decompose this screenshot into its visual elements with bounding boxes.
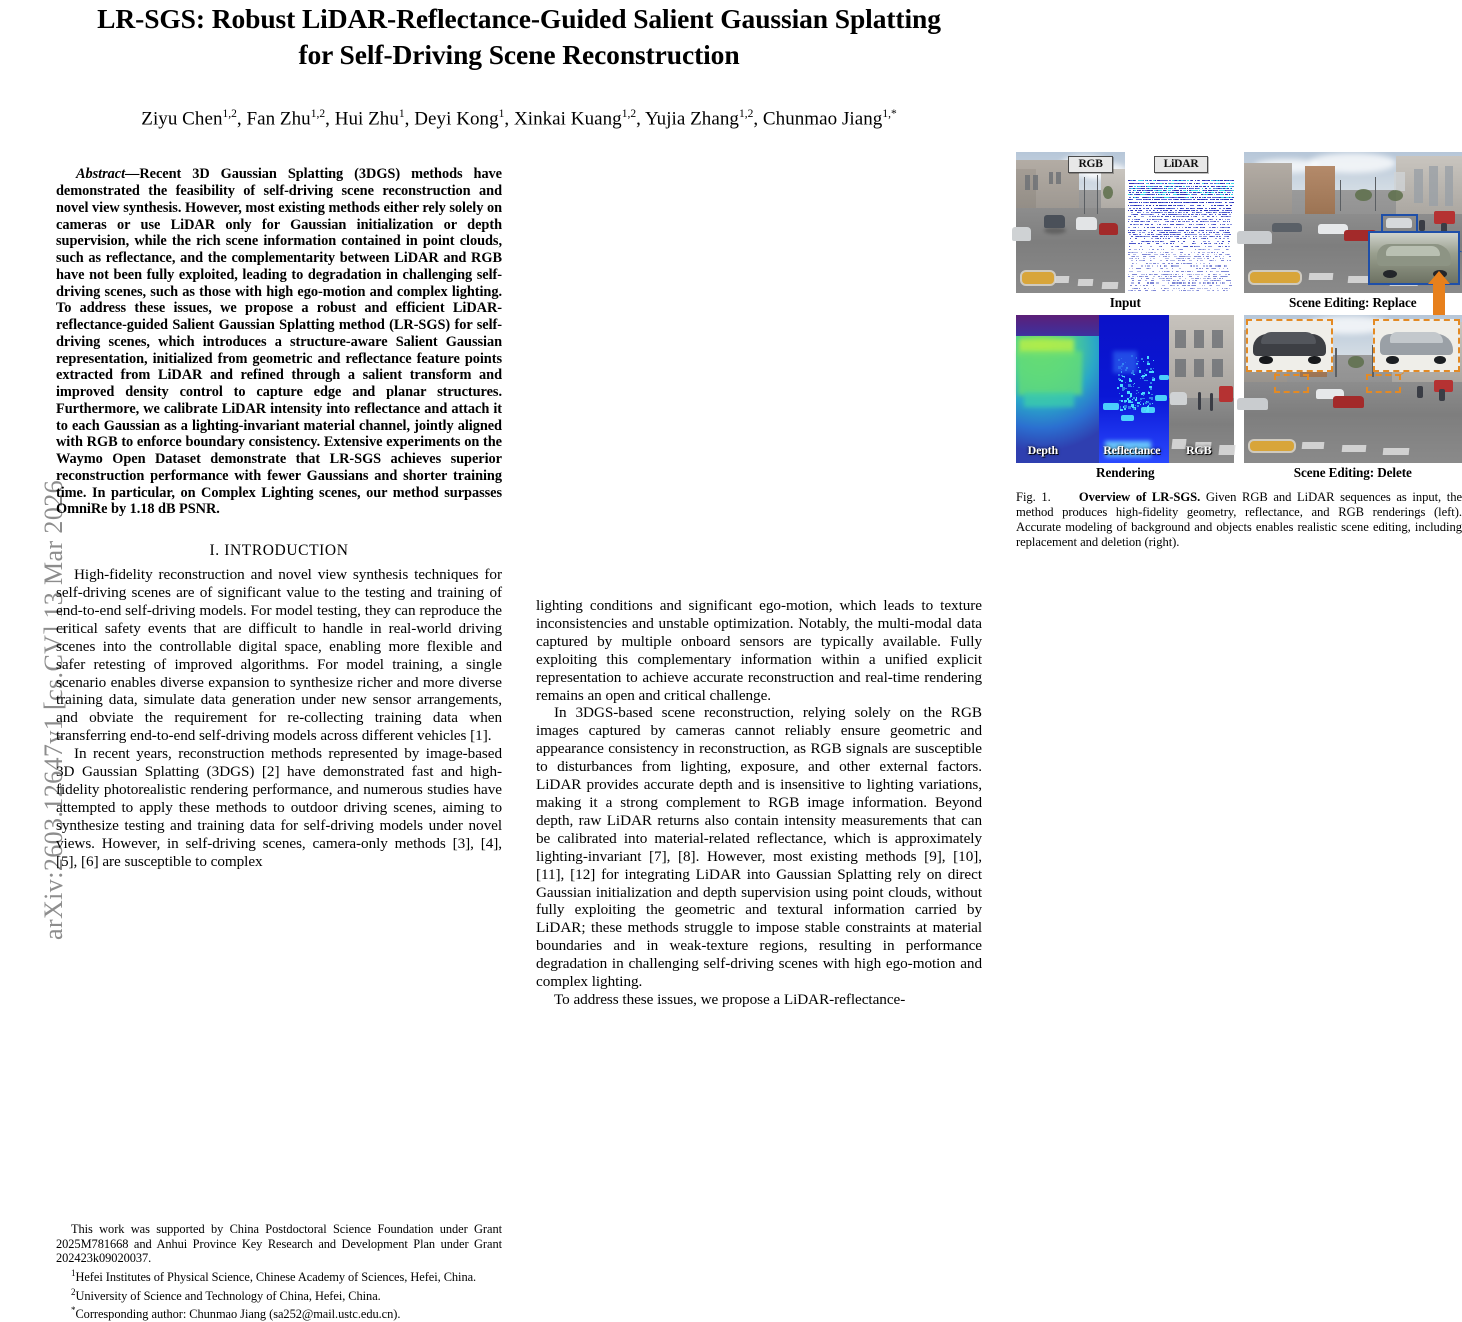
scene-editing-replace-image: [1244, 152, 1462, 293]
left-column: [56, 152, 502, 871]
page-title-line2: for Self-Driving Scene Reconstruction: [62, 38, 976, 72]
author-affiliation-marker: 1,*: [882, 108, 896, 120]
footnote-affiliation-2-text: University of Science and Technology of China, Hefei, China.: [75, 1289, 380, 1303]
figure-1: [1016, 152, 1462, 550]
right-paragraph-1: lighting conditions and significant ego-motion, which leads to texture inconsistencies and unstable optimization. Notably, the multi-modal data captured by multiple onboard sensors are typically available. Fully exploiting this complementary information within a unified explicit representation to achieve accurate reconstruction and real-time rendering remains an open and critical challenge.: [536, 597, 982, 704]
abstract-label: Abstract: [76, 166, 125, 182]
title-block: [56, 0, 982, 131]
figure-caption-bold: Overview of LR-SGS.: [1079, 490, 1200, 504]
input-panel-image: [1016, 152, 1235, 293]
arxiv-stamp-text: arXiv:2603.12647v1 [cs.CV] 13 Mar 2026: [39, 480, 69, 940]
footnote-marker-2: 2: [71, 1287, 75, 1297]
abstract-text: Recent 3D Gaussian Splatting (3DGS) methods have demonstrated the feasibility of self-driving scene reconstruction and novel view synthesis. However, most existing methods either rely solely on cameras or use LiDAR only for Gaussian initialization or depth supervision, while the rich scene information contained in point clouds, such as reflectance, and the complementarity between LiDAR and RGB have not been fully exploited, leading to degradation in challenging self-driving scenes, such as those with high ego-motion and complex lighting. To address these issues, we propose a robust and efficient LiDAR-reflectance-guided Salient Gaussian Splatting method (LR-SGS) for self-driving scenes, which introduces a structure-aware Salient Gaussian representation, initialized from geometric and reflectance feature points extracted from LiDAR and refined through a salient transform and improved density control to capture edge and planar structures. Furthermore, we calibrate LiDAR intensity into reflectance and attach it to each Gaussian as a lighting-invariant material channel, jointly aligned with RGB to enforce boundary consistency. Extensive experiments on the Waymo Open Dataset demonstrate that LR-SGS achieves superior reconstruction performance with fewer Gaussians and shorter training time. In particular, on Complex Lighting scenes, our method surpasses OmniRe by 1.18 dB PSNR.: [56, 166, 502, 517]
figure-subcaption-delete: Scene Editing: Delete: [1244, 465, 1462, 481]
author-name: Xinkai Kuang: [514, 108, 622, 129]
figure-cell-input: [1016, 152, 1235, 311]
deleted-object-inset-right: [1373, 319, 1460, 372]
scene-editing-delete-image: [1244, 315, 1462, 463]
lidar-point-cloud: [1125, 152, 1234, 293]
author-affiliation-marker: 1,2: [622, 108, 636, 120]
intro-paragraph-1: High-fidelity reconstruction and novel view synthesis techniques for self-driving scenes are of significant value to the testing and training of end-to-end self-driving models. For model testing, they can reproduce the critical safety events that are difficult to handle in real-world driving scenes into the controllable digital space, enabling more flexible and safer retesting of improved algorithms. For model training, a single scenario enables diverse expansion to synthesize richer and more diverse training data, simulate data generation under new sensor arrangements, and obviate the requirement for re-collecting training data when transferring end-to-end self-driving models across different vehicles [1].: [56, 566, 502, 745]
right-paragraph-3: To address these issues, we propose a LiDAR-reflectance-: [536, 991, 982, 1009]
author-list: [56, 102, 982, 131]
footnote-block: [56, 1222, 502, 1322]
footnote-funding: This work was supported by China Postdoctoral Science Foundation under Grant 2025M781668 and Anhui Province Key Research and Development Plan under Grant 202423k09020037.: [56, 1222, 502, 1266]
author-name: Deyi Kong: [414, 108, 498, 129]
author-name: Ziyu Chen: [141, 108, 222, 129]
author-name: Chunmao Jiang: [763, 108, 882, 129]
footnote-affiliation-1-text: Hefei Institutes of Physical Science, Chinese Academy of Sciences, Hefei, China.: [75, 1270, 476, 1284]
right-paragraph-2: In 3DGS-based scene reconstruction, relying solely on the RGB images captured by cameras cannot reliably ensure geometric and appearance consistency in reconstruction, as RGB signals are susceptible to disturbances from lighting, exposure, and other external factors. LiDAR provides accurate depth and is insensitive to lighting variations, making it a strong complement to RGB image information. Beyond depth, raw LiDAR returns also contain intensity measurements that can be calibrated into material-related reflectance, which is approximately lighting-invariant [7], [8]. However, most existing methods [9], [10], [11], [12] for integrating LiDAR into Gaussian Splatting rely on direct Gaussian initialization and depth supervision using point clouds, without fully exploiting the geometric and textural information carried by LiDAR; these methods struggle to impose stable constraints at material boundaries and in weak-texture regions, resulting in performance degradation in challenging self-driving scenes with high ego-motion and complex lighting.: [536, 704, 982, 991]
author-separator: ,: [504, 108, 514, 129]
author-name: Yujia Zhang: [645, 108, 739, 129]
author-affiliation-marker: 1: [499, 108, 505, 120]
depth-map-render: [1016, 315, 1099, 463]
reflectance-map-render: [1099, 315, 1169, 463]
rgb-render-scene: [1169, 315, 1235, 463]
figure-cell-rendering: [1016, 315, 1235, 481]
panel-tag-rgb: RGB: [1068, 156, 1112, 173]
figure-row-bottom: [1016, 315, 1462, 481]
render-label-rgb: RGB: [1186, 443, 1211, 458]
author-name: Hui Zhu: [335, 108, 399, 129]
author-name: Fan Zhu: [246, 108, 310, 129]
figure-caption: [1016, 490, 1462, 550]
render-label-depth: Depth: [1028, 443, 1058, 458]
section-heading-introduction: I. INTRODUCTION: [56, 542, 502, 560]
replace-arrow-icon: [1428, 271, 1450, 317]
author-affiliation-marker: 1,2: [739, 108, 753, 120]
rgb-street-scene: [1016, 152, 1125, 293]
paper-page: [56, 0, 982, 1200]
figure-row-top: [1016, 152, 1462, 311]
author-separator: ,: [753, 108, 763, 129]
author-separator: ,: [325, 108, 335, 129]
intro-paragraph-2: In recent years, reconstruction methods represented by image-based 3D Gaussian Splatting (3DGS) [2] have demonstrated fast and high-fidelity photorealistic rendering performance, and numerous studies have attempted to apply these methods to outdoor driving scenes, aiming to synthesize testing and training data for self-driving models under novel views. However, in self-driving scenes, camera-only methods [3], [4], [5], [6] are susceptible to complex: [56, 745, 502, 870]
panel-tag-lidar: LiDAR: [1154, 156, 1209, 173]
author-affiliation-marker: 1,2: [223, 108, 237, 120]
page-title-line1: LR-SGS: Robust LiDAR-Reflectance-Guided Salient Gaussian Splatting: [62, 2, 976, 36]
figure-subcaption-rendering: Rendering: [1016, 465, 1235, 481]
footnote-affiliation-2: [56, 1285, 502, 1304]
figure-cell-delete: [1244, 315, 1462, 481]
abstract-dash: —: [125, 166, 139, 182]
deleted-object-inset-left: [1246, 319, 1333, 372]
figure-subcaption-input: Input: [1016, 295, 1235, 311]
author-affiliation-marker: 1,2: [311, 108, 325, 120]
footnote-corresponding-text: Corresponding author: Chunmao Jiang (sa252@mail.ustc.edu.cn).: [75, 1307, 400, 1321]
figure-number: Fig. 1.: [1016, 490, 1051, 504]
render-label-reflectance: Reflectance: [1103, 443, 1160, 458]
footnote-affiliation-1: [56, 1266, 502, 1285]
footnote-corresponding-author: [56, 1303, 502, 1322]
arxiv-stamp: [0, 0, 53, 1200]
rendering-panel-image: [1016, 315, 1235, 463]
author-affiliation-marker: 1: [399, 108, 405, 120]
figure-cell-replace: [1244, 152, 1462, 311]
author-separator: ,: [636, 108, 645, 129]
abstract-paragraph: [56, 166, 502, 518]
deleted-region-right: [1366, 374, 1401, 393]
footnote-marker-1: 1: [71, 1268, 75, 1278]
right-column-text: [536, 597, 982, 1009]
footnote-marker-star: *: [71, 1305, 75, 1315]
author-separator: ,: [237, 108, 247, 129]
deleted-region-left: [1274, 374, 1309, 393]
figure-subcaption-replace: Scene Editing: Replace: [1244, 295, 1462, 311]
figure-caption-text: Given RGB and LiDAR sequences as input, the method produces high-fidelity geometry, reflectance, and RGB renderings (left). Accurate modeling of background and objects enables realistic scene editing, including replacement and deletion (right).: [1016, 490, 1462, 549]
author-separator: ,: [405, 108, 415, 129]
